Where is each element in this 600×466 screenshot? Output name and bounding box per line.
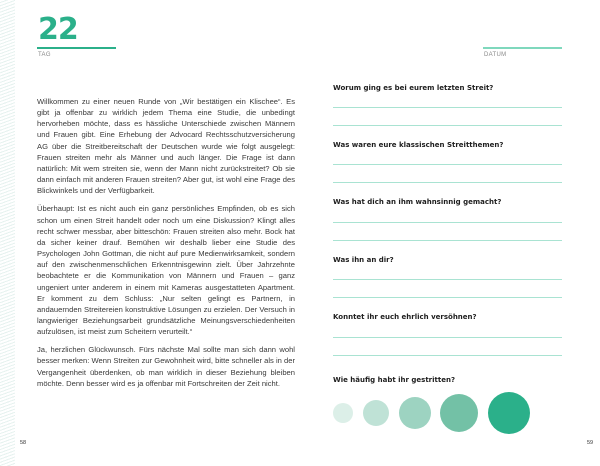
day-number: 22 — [38, 12, 78, 47]
page-edge-pattern — [0, 0, 15, 466]
page-number-right: 59 — [587, 440, 594, 446]
paragraph: Willkommen zu einer neuen Runde von „Wir bestätigen ein Klischee“. Es gibt ja offenbar zu wirklich jedem Thema eine Studie, die unbedingt hervorheben möchte, dass es hässliche Unterschiede zwischen Männern und Frauen gibt. Eine Erhebung der Advocard Rechtsschutzversicherung AG über die Streitbereitschaft der Deutschen wurde wie folgt ausgelegt: Frauen streiten mehr als Männer und auch länger. Die Frage ist dann natürlich: Mit wem streiten sie, wenn der Mann nicht zurückstreitet? Ob sie dann einfach mit anderen Frauen streiten? Aber gut, ist wohl eine Frage des Blickwinkels und der Verfügbarkeit. — [37, 97, 295, 196]
answer-line-reconcile-1[interactable] — [333, 337, 562, 338]
frequency-option-3[interactable] — [399, 397, 431, 429]
answer-line-last-fight-1[interactable] — [333, 107, 562, 108]
date-field-line[interactable] — [483, 47, 562, 49]
question-what-about-you: Was ihn an dir? — [333, 256, 394, 264]
frequency-option-2[interactable] — [363, 400, 389, 426]
day-label: TAG — [38, 52, 51, 58]
frequency-option-4[interactable] — [440, 394, 478, 432]
answer-line-about-you-2[interactable] — [333, 297, 562, 298]
question-last-fight: Worum ging es bei eurem letzten Streit? — [333, 84, 494, 92]
answer-line-classic-topics-1[interactable] — [333, 164, 562, 165]
question-frequency: Wie häufig habt ihr gestritten? — [333, 376, 456, 384]
answer-line-drove-you-crazy-2[interactable] — [333, 240, 562, 241]
day-field-line[interactable] — [37, 47, 116, 49]
question-reconcile: Konntet ihr euch ehrlich versöhnen? — [333, 313, 477, 321]
question-classic-topics: Was waren eure klassischen Streitthemen? — [333, 141, 504, 149]
page-number-left: 58 — [20, 440, 27, 446]
right-page — [300, 0, 600, 466]
answer-line-about-you-1[interactable] — [333, 279, 562, 280]
frequency-option-1[interactable] — [333, 403, 353, 423]
answer-line-reconcile-2[interactable] — [333, 355, 562, 356]
left-page — [15, 0, 300, 466]
answer-line-classic-topics-2[interactable] — [333, 182, 562, 183]
paragraph: Ja, herzlichen Glückwunsch. Fürs nächste Mal sollte man sich dann wohl besser merken: Wenn Streiten zur Gewohnheit wird, bitte schneller als in der Vergangenheit überdenken, ob man wirklich in dieser Beziehung bleiben möchte. Denn besser wird es ja offenbar mit Fortschreiten der Zeit nicht. — [37, 345, 295, 388]
frequency-option-5[interactable] — [488, 392, 530, 434]
date-label: DATUM — [484, 52, 507, 58]
answer-line-last-fight-2[interactable] — [333, 125, 562, 126]
question-what-drove-you-crazy: Was hat dich an ihm wahnsinnig gemacht? — [333, 198, 502, 206]
paragraph: Überhaupt: Ist es nicht auch ein ganz persönliches Empfinden, ob es sich schon um einen Streit handelt oder noch um eine Diskussion? Klingt alles recht schwer messbar, aber bitteschön: Frauen streiten also mehr. Bock hat da sicher keiner drauf. Bemühen wir deshalb lieber eine Studie des Psychologen John Gottman, die nicht auf pure Medienwirksamkeit, sondern auf den zwischenmenschlichen Erkenntnisgewinn zielt. Über Jahrzehnte beobachtete er die Kommunikation von Männern und Frauen – ganz ungeniert unter anderem in einem mit Kameras ausgestatteten Apartment. Er komment zu dem Schluss: „Nur selten gelingt es Partnern, in andauernden Streitereien konstruktive Lösungen zu erzielen. Der Versuch in langwieriger Beziehungsarbeit grundsätzliche Meinungsverschiedenheiten aufzulösen, ist meist zum Scheitern verurteilt.“ — [37, 204, 295, 337]
body-text — [37, 96, 295, 396]
answer-line-drove-you-crazy-1[interactable] — [333, 222, 562, 223]
